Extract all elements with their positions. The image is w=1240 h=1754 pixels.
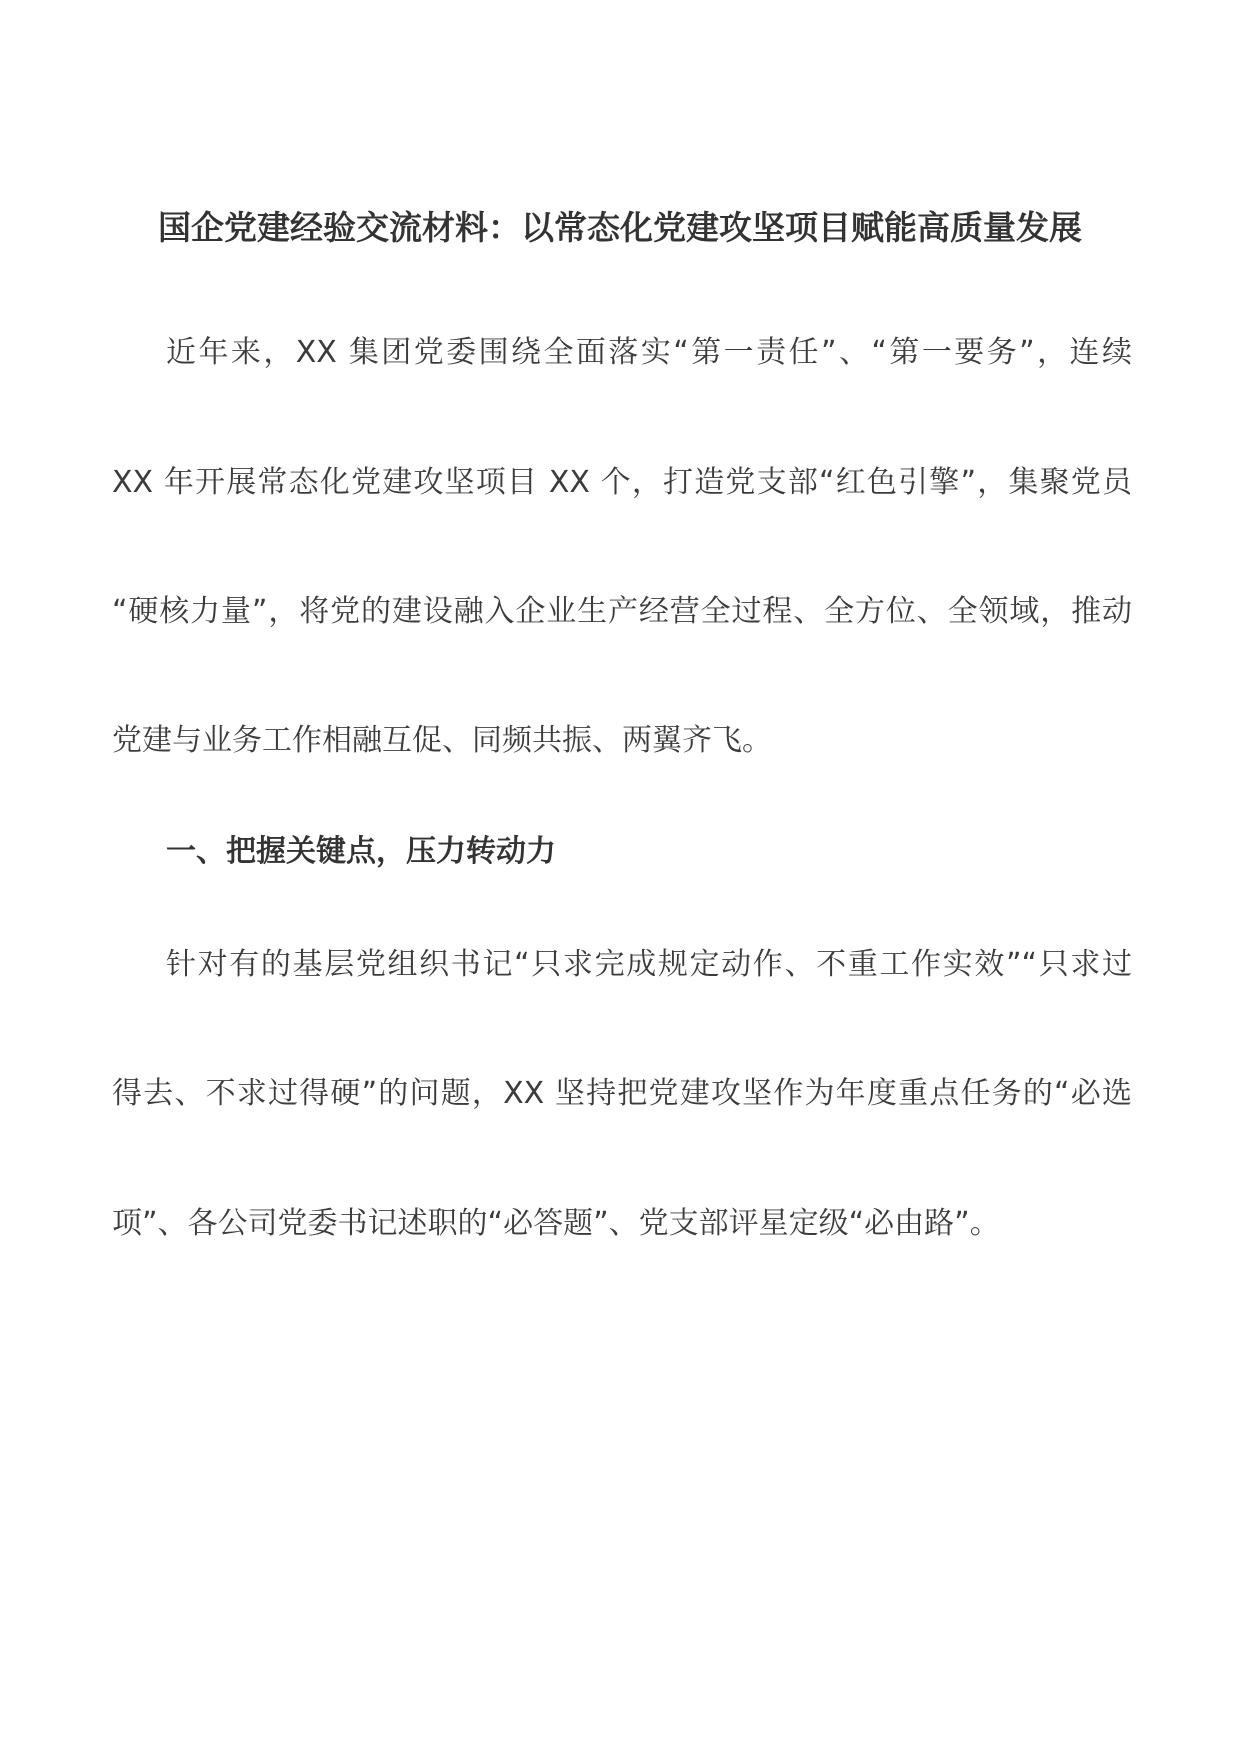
paragraph-1-line-4: 党建与业务工作相融互促、同频共振、两翼齐飞。 bbox=[112, 723, 772, 758]
section-1-line-1: 针对有的基层党组织书记“只求完成规定动作、不重工作实效”“只求过 bbox=[166, 947, 1132, 982]
section-1-line-2: 得去、不求过得硬”的问题，XX 坚持把党建攻坚作为年度重点任务的“必选 bbox=[112, 1076, 1132, 1111]
paragraph-1-line-1: 近年来，XX 集团党委围绕全面落实“第一责任”、“第一要务”，连续 bbox=[166, 335, 1132, 370]
section-1-heading: 一、把握关键点，压力转动力 bbox=[166, 834, 556, 869]
paragraph-1-line-2: XX 年开展常态化党建攻坚项目 XX 个，打造党支部“红色引擎”，集聚党员 bbox=[112, 465, 1132, 500]
section-1-line-3: 项”、各公司党委书记述职的“必答题”、党支部评星定级“必由路”。 bbox=[112, 1206, 1000, 1241]
paragraph-1-line-3: “硬核力量”，将党的建设融入企业生产经营全过程、全方位、全领域，推动 bbox=[112, 594, 1132, 629]
document-title: 国企党建经验交流材料：以常态化党建攻坚项目赋能高质量发展 bbox=[158, 208, 1082, 247]
